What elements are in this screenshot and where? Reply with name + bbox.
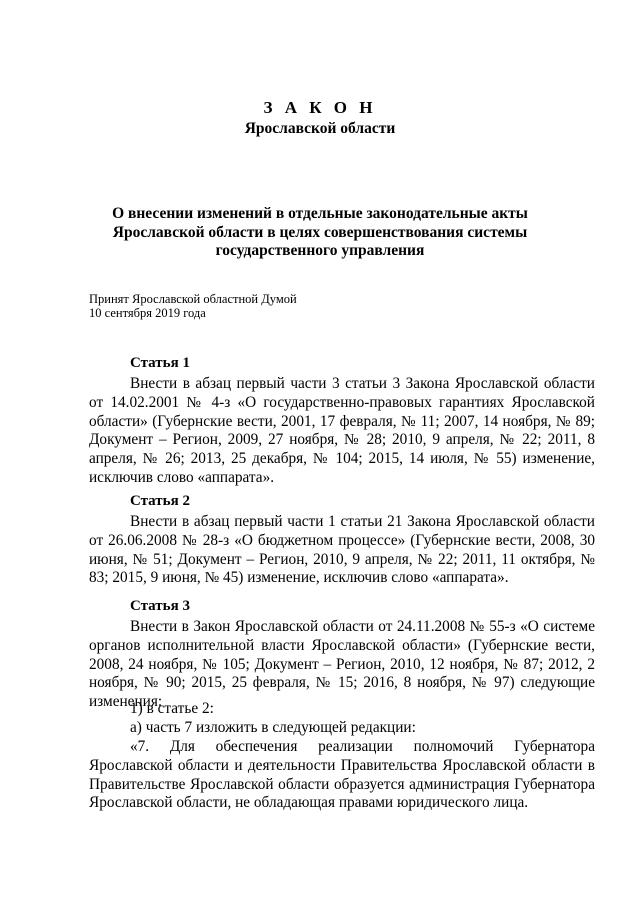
article-3-text: Внести в Закон Ярославской области от 24.11.2008 № 55-з «О системе органов исполнительной власти Ярославской области» (Губернские вести, 2008, 24 ноября, № 105; Документ – Регион, 2010, 12 ноября, № 87; 2012, 2 ноября, № 90; 2015, 25 февраля, № 15; 2016, 8 ноября, № 97) следующие изменения: <box>89 618 595 711</box>
article-3-item-2: а) часть 7 изложить в следующей редакции: <box>130 719 416 736</box>
adoption-line-1: Принят Ярославской областной Думой <box>89 292 297 306</box>
adoption-date: 10 сентября 2019 года <box>89 306 206 320</box>
adoption-info <box>89 292 297 320</box>
article-1-text: Внести в абзац первый части 3 статьи 3 Закона Ярославской области от 14.02.2001 № 4-з «О государственно-правовых гарантиях Ярославской области» (Губернские вести, 2001, 17 февраля, № 11; 2007, 14 ноября, № 89; Документ – Регион, 2009, 27 ноября, № 28; 2010, 9 апреля, № 22; 2011, 8 апреля, № 26; 2013, 25 декабря, № 104; 2015, 14 июля, № 55) изменение, исключив слово «аппарата». <box>89 375 595 486</box>
article-3-item-1: 1) в статье 2: <box>130 700 214 717</box>
law-heading: З А К О Н <box>263 98 377 117</box>
article-1-title: Статья 1 <box>130 355 190 371</box>
article-2-text: Внести в абзац первый части 1 статьи 21 Закона Ярославской области от 26.06.2008 № 28-з «О бюджетном процессе» (Губернские вести, 2008, 30 июня, № 51; Документ – Регион, 2010, 9 апреля, № 22; 2011, 11 октября, № 83; 2015, 9 июня, № 45) изменение, исключив слово «аппарата». <box>89 513 595 587</box>
article-3-quote: «7. Для обеспечения реализации полномочий Губернатора Ярославской области и деятельности Правительства Ярославской области в Правительстве Ярославской области образуется администрация Губернатора Ярославской области, не обладающая правами юридического лица. <box>89 738 595 812</box>
region-heading: Ярославской области <box>244 120 396 137</box>
article-3-title: Статья 3 <box>130 598 190 614</box>
law-subject-title: О внесении изменений в отдельные законодательные акты Ярославской области в целях совершенствования системы государственного управления <box>112 205 528 259</box>
article-2-title: Статья 2 <box>130 493 190 509</box>
